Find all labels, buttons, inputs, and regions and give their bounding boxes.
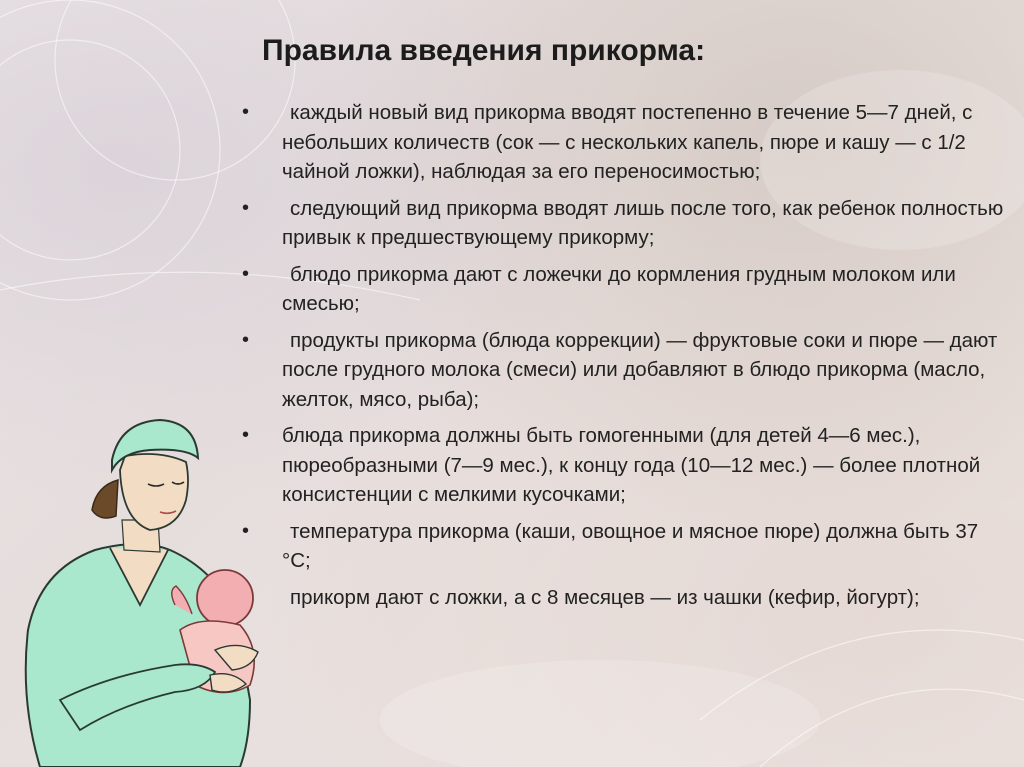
bullet-marker: • — [242, 328, 250, 351]
list-item — [236, 517, 1006, 576]
list-item-text: блюда прикорма должны быть гомогенными (для детей 4—6 мес.), пюреобразными (7—9 мес.), к концу года (10—12 мес.) — более плотной консистенции с мелкими кусочками; — [282, 424, 981, 506]
bullet-list — [236, 98, 1006, 619]
list-item-text: следующий вид прикорма вводят лишь после того, как ребенок полностью привык к предшествующему прикорму; — [282, 196, 1004, 249]
list-item-text: блюдо прикорма дают с ложечки до кормления грудным молоком или смесью; — [282, 262, 956, 315]
list-item — [236, 583, 1006, 613]
nurse-holding-baby-illustration — [0, 400, 300, 767]
bullet-marker: • — [242, 196, 250, 219]
slide-title: Правила введения прикорма: — [262, 34, 706, 67]
list-item — [236, 194, 1006, 253]
list-item-text: прикорм дают с ложки, а с 8 месяцев — из чашки (кефир, йогурт); — [290, 585, 920, 609]
bullet-marker: • — [242, 262, 250, 285]
list-item — [236, 326, 1006, 415]
list-item — [236, 260, 1006, 319]
list-item-text: каждый новый вид прикорма вводят постепенно в течение 5—7 дней, с небольших количеств (сок — с нескольких капель, пюре и кашу — с 1/2 чайной ложки), наблюдая за его переносимостью; — [282, 101, 973, 183]
bullet-marker: • — [242, 101, 250, 123]
bullet-marker: • — [242, 424, 250, 446]
list-item — [236, 98, 1006, 187]
bullet-marker: • — [242, 519, 250, 542]
list-item-text: продукты прикорма (блюда коррекции) — фруктовые соки и пюре — дают после грудного молока (смеси) или добавляют в блюдо прикорма (масло, желток, мясо, рыба); — [282, 328, 998, 411]
list-item-text: температура прикорма (каши, овощное и мясное пюре) должна быть 37 °С; — [282, 519, 979, 572]
list-item — [236, 421, 1006, 510]
